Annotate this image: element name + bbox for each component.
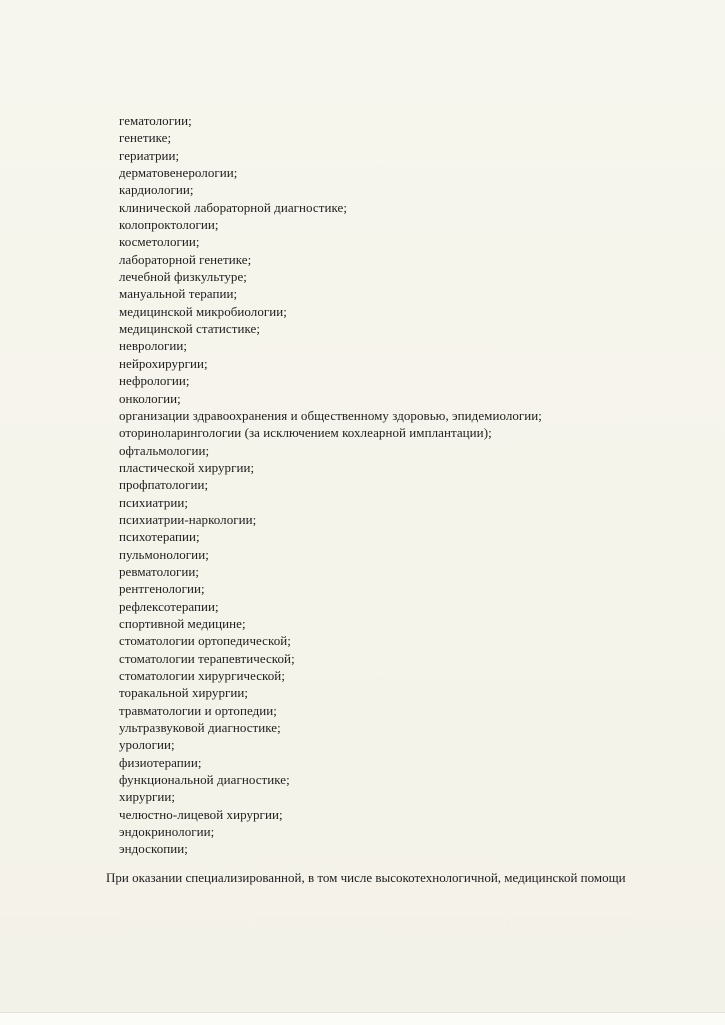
list-item: оториноларингологии (за исключением кохлеарной имплантации);: [119, 425, 492, 441]
list-item: дерматовенерологии;: [119, 165, 238, 181]
list-item: колопроктологии;: [119, 217, 219, 233]
list-item: функциональной диагностике;: [119, 772, 290, 788]
list-item: ультразвуковой диагностике;: [119, 720, 281, 736]
list-item: клинической лабораторной диагностике;: [119, 199, 348, 215]
list-item: стоматологии ортопедической;: [119, 633, 291, 649]
list-item: челюстно-лицевой хирургии;: [119, 806, 283, 822]
list-item: нефрологии;: [119, 373, 190, 389]
list-item: психиатрии;: [119, 494, 188, 510]
list-item: урологии;: [119, 737, 175, 753]
list-item: лечебной физкультуре;: [119, 269, 247, 285]
list-item: рентгенологии;: [119, 581, 205, 597]
list-item: стоматологии хирургической;: [119, 668, 285, 683]
page-bottom-edge: [0, 1012, 725, 1025]
list-item: медицинской микробиологии;: [119, 303, 287, 319]
final-paragraph: При оказании специализированной, в том числе высокотехнологичной, медицинской помощи: [106, 870, 626, 885]
list-item: рефлексотерапии;: [119, 598, 219, 614]
list-item: психиатрии-наркологии;: [119, 511, 257, 527]
list-item: организации здравоохранения и общественному здоровью, эпидемиологии;: [119, 407, 542, 423]
list-item: спортивной медицине;: [119, 615, 246, 631]
list-item: эндоскопии;: [119, 841, 188, 857]
list-item: пульмонологии;: [119, 546, 209, 562]
list-item: торакальной хирургии;: [119, 685, 249, 701]
list-item: нейрохирургии;: [119, 355, 208, 371]
list-item: психотерапии;: [119, 529, 200, 545]
list-item: кардиологии;: [119, 182, 194, 198]
list-item: пластической хирургии;: [119, 459, 255, 475]
list-item: физиотерапии;: [119, 754, 202, 770]
list-item: мануальной терапии;: [119, 286, 238, 302]
list-item: офтальмологии;: [119, 442, 210, 458]
list-item: эндокринологии;: [119, 824, 215, 840]
list-item: травматологии и ортопедии;: [119, 702, 277, 718]
list-item: неврологии;: [119, 338, 188, 354]
list-item: лабораторной генетике;: [119, 251, 252, 267]
list-item: онкологии;: [119, 390, 181, 406]
list-item: генетике;: [119, 130, 172, 146]
list-item: хирургии;: [119, 789, 176, 805]
list-item: профпатологии;: [119, 477, 209, 493]
list-item: гериатрии;: [119, 147, 180, 163]
list-item: медицинской статистике;: [119, 321, 261, 337]
list-item: косметологии;: [119, 234, 200, 250]
list-item: стоматологии терапевтической;: [119, 650, 295, 666]
list-item: ревматологии;: [119, 563, 200, 579]
list-item: гематологии;: [119, 113, 192, 128]
specialty-list: [119, 112, 542, 858]
